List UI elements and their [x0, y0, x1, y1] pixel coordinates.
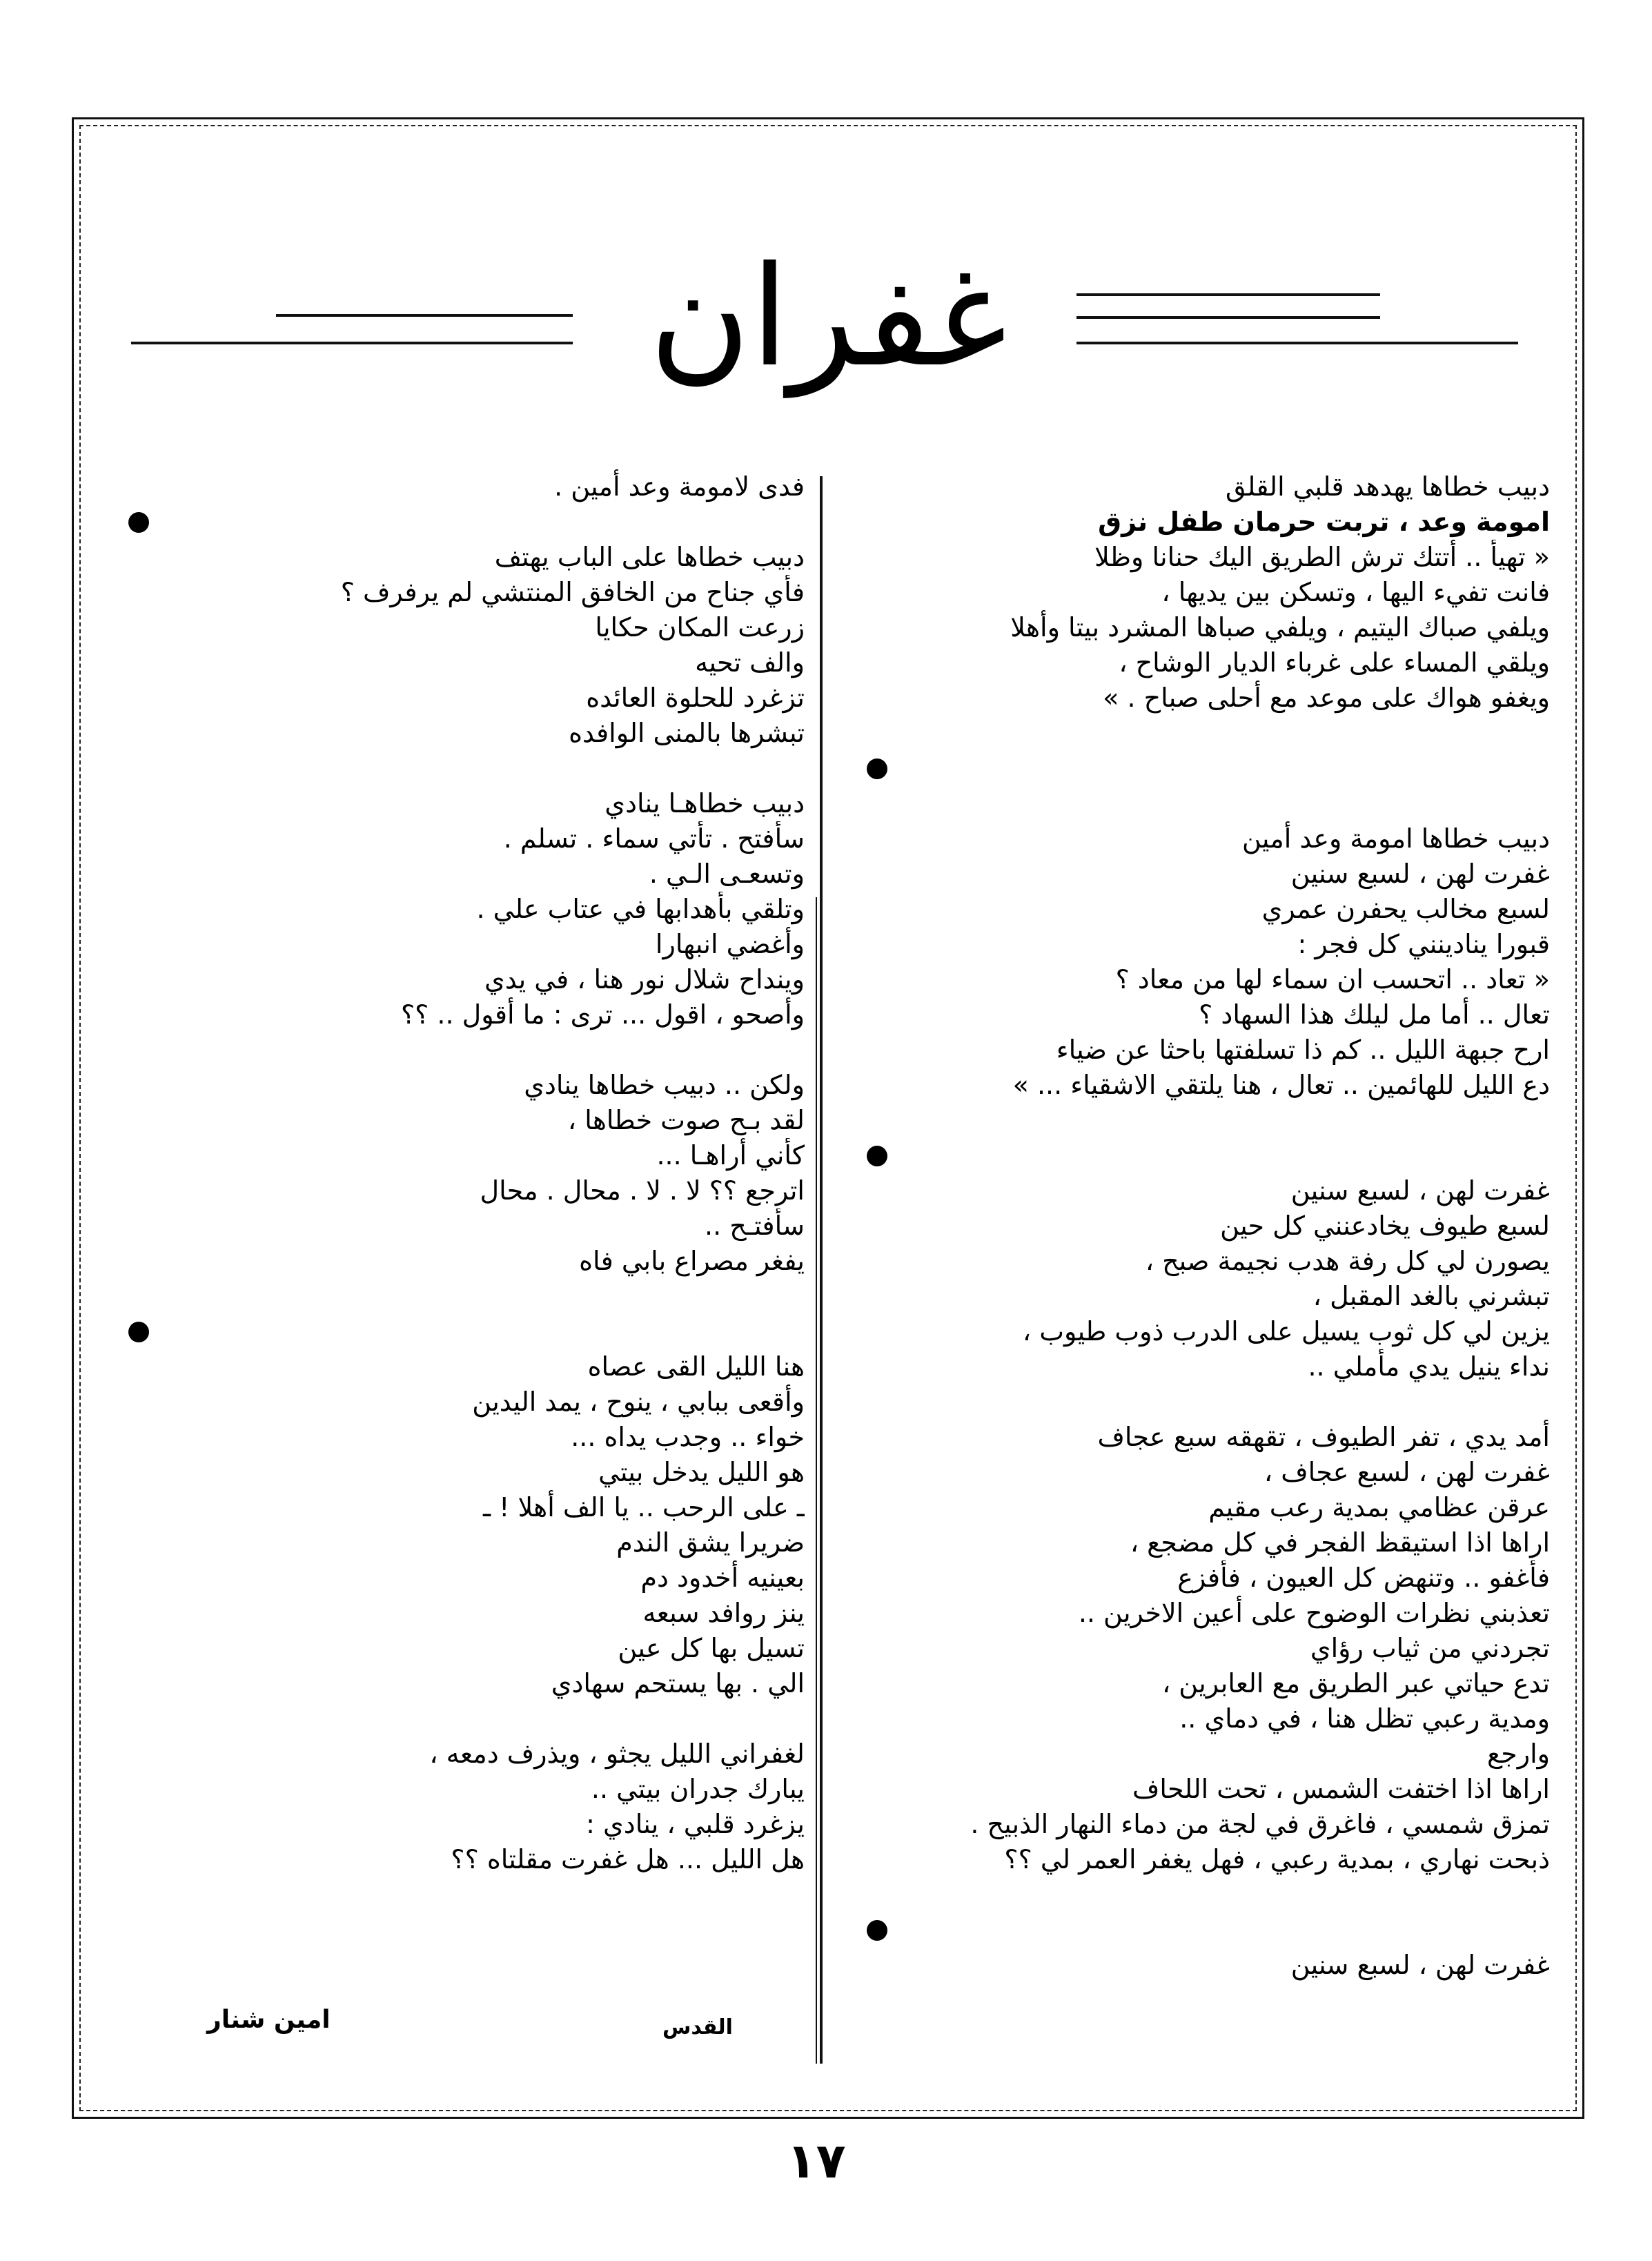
poem-line: تعال .. أما مل ليلك هذا السهاد ؟ — [1199, 999, 1550, 1030]
poem-line: ومدية رعبي تظل هنا ، في دماي .. — [1179, 1703, 1550, 1734]
bullet-dot-icon — [128, 1322, 149, 1342]
poem-line: خواء .. وجدب يداه ... — [571, 1422, 805, 1452]
title-rule-right-3 — [1076, 342, 1518, 344]
poem-line: تبشرني بالغد المقبل ، — [1312, 1281, 1550, 1311]
title-text: غفران — [649, 237, 1007, 398]
poem-line: يصورن لي كل رفة هدب نجيمة صبح ، — [1145, 1246, 1550, 1276]
poem-line: وأصحو ، اقول ... ترى : ما أقول .. ؟؟ — [401, 999, 805, 1030]
column-divider-secondary — [816, 897, 817, 2064]
poem-line: دع الليل للهائمين .. تعال ، هنا يلتقي الاشقياء ... » — [1012, 1070, 1550, 1100]
poem-left-column — [128, 469, 805, 1877]
stanza-gap — [867, 1384, 1550, 1420]
title-rule-right-1 — [1076, 293, 1380, 296]
poem-line: وارجع — [1487, 1739, 1550, 1769]
stanza-bullet-icon — [867, 1912, 1550, 1948]
column-divider — [820, 476, 823, 2064]
poem-line: غفرت لهن ، لسبع سنين — [1290, 1175, 1550, 1206]
stanza-gap — [867, 1877, 1550, 1912]
poem-line: تزغرد للحلوة العائده — [586, 683, 805, 713]
poem-line: دبيب خطاها على الباب يهتف — [494, 542, 805, 572]
poem-line: ويلفي صباك اليتيم ، ويلفي صباها المشرد بيتا وأهلا — [1010, 612, 1550, 643]
poem-line: هل الليل ... هل غفرت مقلتاه ؟؟ — [451, 1844, 805, 1875]
poem-line: تمزق شمسي ، فاغرق في لجة من دماء النهار الذبيح . — [970, 1809, 1550, 1839]
poem-line: سأفتـح .. — [705, 1211, 805, 1241]
poem-line: ارح جبهة الليل .. كم ذا تسلفتها باحثا عن ضياء — [1056, 1035, 1550, 1065]
stanza-gap — [867, 1103, 1550, 1138]
bullet-dot-icon — [867, 758, 887, 779]
poem-line: غفرت لهن ، لسبع سنين — [1290, 1950, 1550, 1980]
poem-line: اترجع ؟؟ لا . لا . محال . محال — [480, 1175, 805, 1206]
footer-city: القدس — [662, 2015, 733, 2039]
bullet-dot-icon — [867, 1920, 887, 1941]
poem-line: وأغضي انبهارا — [655, 929, 805, 959]
stanza-bullet-icon — [867, 1138, 1550, 1173]
poem-line: فدى لامومة وعد أمين . — [554, 471, 805, 502]
poem-line: عرقن عظامي بمدية رعب مقيم — [1208, 1492, 1550, 1523]
poem-line: قبورا ينادينني كل فجر : — [1297, 929, 1550, 959]
bullet-dot-icon — [128, 512, 149, 533]
stanza-bullet-icon — [128, 1314, 805, 1349]
poem-line: سأفتح . تأتي سماء . تسلم . — [503, 823, 805, 854]
poem-line: اراها اذا استيقظ الفجر في كل مضجع ، — [1130, 1527, 1550, 1558]
poem-line: وينداح شلال نور هنا ، في يدي — [484, 964, 805, 995]
stanza-gap — [128, 1279, 805, 1314]
stanza-gap — [128, 1032, 805, 1068]
poem-line: أمد يدي ، تفر الطيوف ، تقهقه سبع عجاف — [1097, 1422, 1550, 1452]
poem-line: كأني أراهـا ... — [656, 1140, 805, 1171]
poem-line: غفرت لهن ، لسبع عجاف ، — [1263, 1457, 1550, 1487]
poem-line: « تعاد .. اتحسب ان سماء لها من معاد ؟ — [1115, 964, 1550, 995]
bullet-dot-icon — [867, 1146, 887, 1166]
poem-right-column — [867, 469, 1550, 1983]
poem-line: يزين لي كل ثوب يسيل على الدرب ذوب طيوب ، — [1022, 1316, 1550, 1347]
poem-line: زرعت المكان حكايا — [595, 612, 805, 643]
poem-line: دبيب خطاها امومة وعد أمين — [1242, 823, 1550, 854]
page-title — [607, 228, 1049, 407]
poem-line: والف تحيه — [695, 647, 805, 678]
poem-line: ضريرا يشق الندم — [616, 1527, 805, 1558]
stanza-gap — [128, 1701, 805, 1736]
poem-line: فانت تفيء اليها ، وتسكن بين يديها ، — [1161, 577, 1550, 607]
poem-line: يفغر مصراع بابي فاه — [579, 1246, 805, 1276]
poem-line: تبشرها بالمنى الوافده — [569, 718, 805, 748]
poem-line: ويغفو هواك على موعد مع أحلى صباح . » — [1103, 683, 1550, 713]
stanza-bullet-icon — [867, 751, 1550, 786]
poem-line: تجردني من ثياب رؤاي — [1310, 1633, 1550, 1663]
poem-line: هو الليل يدخل بيتي — [598, 1457, 805, 1487]
poem-line: ـ على الرحب .. يا الف أهلا ! ـ — [482, 1492, 805, 1523]
poem-line: تسيل بها كل عين — [618, 1633, 805, 1663]
footer-author: امين شنار — [207, 2006, 331, 2034]
poem-line: تعذبني نظرات الوضوح على أعين الاخرين .. — [1078, 1598, 1550, 1628]
page-number: ١٧ — [787, 2133, 846, 2189]
poem-line: يبارك جدران بيتي .. — [591, 1774, 805, 1804]
poem-line: دبيب خطاهـا ينادي — [604, 788, 805, 819]
poem-line: هنا الليل القى عصاه — [587, 1351, 805, 1382]
poem-line: تدع حياتي عبر الطريق مع العابرين ، — [1161, 1668, 1550, 1699]
poem-line: غفرت لهن ، لسبع سنين — [1290, 859, 1550, 889]
stanza-gap — [867, 786, 1550, 821]
stanza-gap — [128, 751, 805, 786]
poem-line: بعينيه أخدود دم — [640, 1563, 805, 1593]
poem-line: فأي جناح من الخافق المنتشي لم يرفرف ؟ — [340, 577, 805, 607]
poem-line: يزغرد قلبي ، ينادي : — [586, 1809, 805, 1839]
poem-line: لغفراني الليل يجثو ، ويذرف دمعه ، — [429, 1739, 805, 1769]
poem-line: لسبع مخالب يحفرن عمري — [1261, 894, 1550, 924]
poem-line: اراها اذا اختفت الشمس ، تحت اللحاف — [1132, 1774, 1550, 1804]
poem-line: امومة وعد ، تربت حرمان طفل نزق — [1098, 507, 1550, 537]
poem-line: فأغفو .. وتنهض كل العيون ، فأفزع — [1177, 1563, 1550, 1593]
title-rule-right-2 — [1076, 316, 1380, 319]
poem-line: لقد بـح صوت خطاها ، — [567, 1105, 805, 1135]
title-rule-left-1 — [276, 314, 573, 317]
poem-line: ويلقي المساء على غرباء الديار الوشاح ، — [1119, 647, 1550, 678]
poem-line: « تهيأ .. أتتك ترش الطريق اليك حنانا وظلا — [1094, 542, 1550, 572]
poem-line: وتلقي بأهدابها في عتاب علي . — [476, 894, 805, 924]
poem-line: لسبع طيوف يخادعنني كل حين — [1220, 1211, 1550, 1241]
poem-line: وتسعـى الـي . — [649, 859, 805, 889]
poem-line: وأقعى ببابي ، ينوح ، يمد اليدين — [472, 1387, 805, 1417]
poem-line: الي . بها يستحم سهادي — [551, 1668, 805, 1699]
poem-line: ولكن .. دبيب خطاها ينادي — [524, 1070, 805, 1100]
poem-line: ذبحت نهاري ، بمدية رعبي ، فهل يغفر العمر لي ؟؟ — [1004, 1844, 1550, 1875]
stanza-gap — [867, 716, 1550, 751]
title-rule-left-2 — [131, 342, 573, 344]
stanza-bullet-icon — [128, 505, 805, 540]
poem-line: نداء ينيل يدي مأملي .. — [1308, 1351, 1550, 1382]
poem-line: ينز روافد سبعه — [642, 1598, 805, 1628]
poem-line: دبيب خطاها يهدهد قلبي القلق — [1226, 471, 1550, 502]
